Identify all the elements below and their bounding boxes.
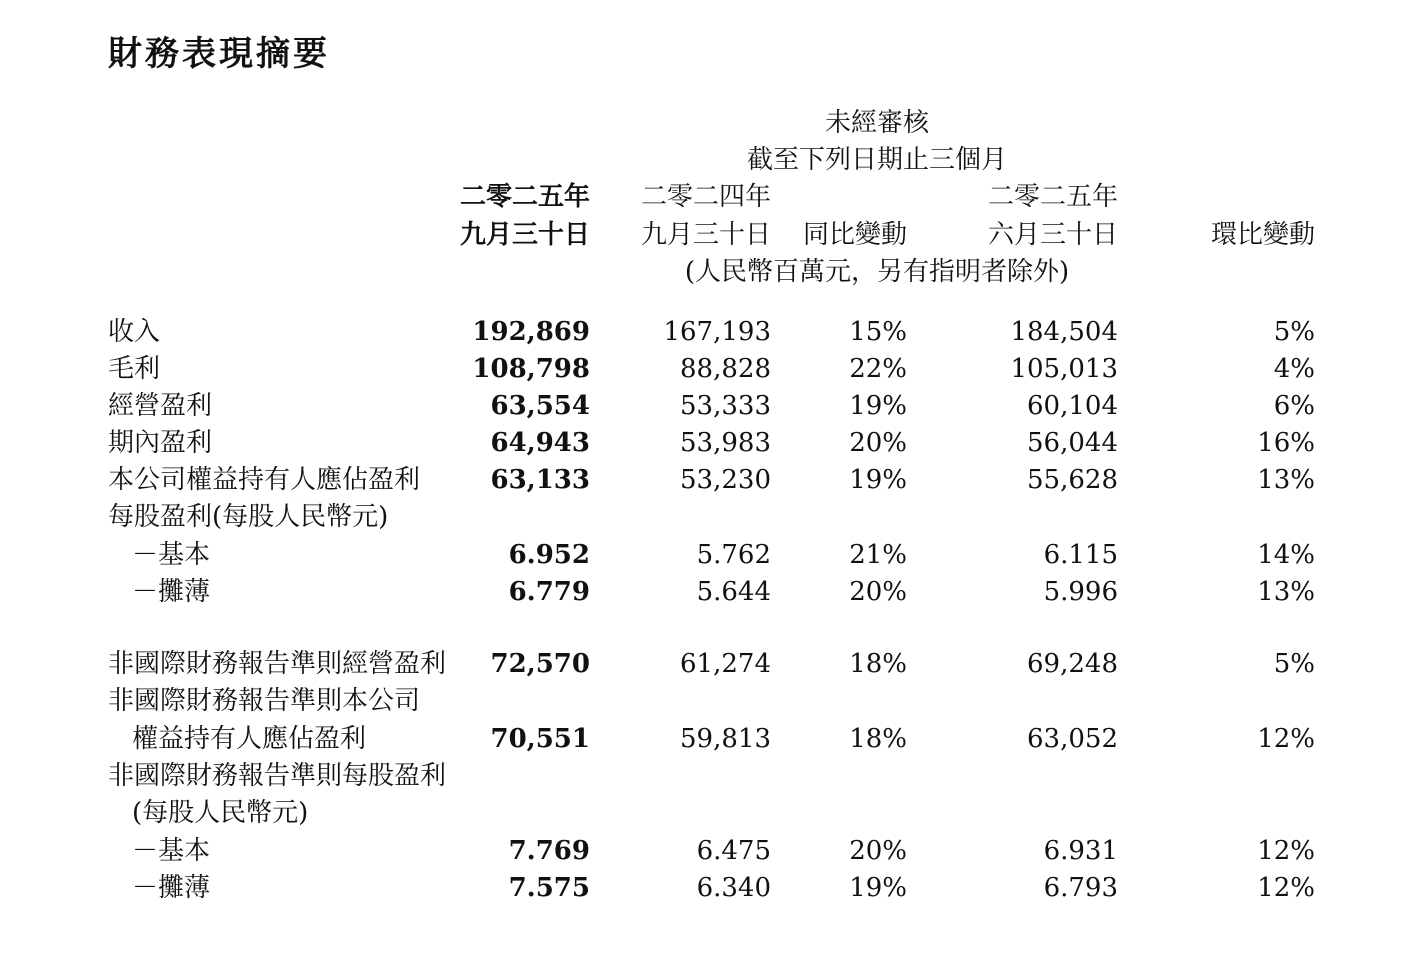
cell-2025q3: 6.779: [508, 577, 590, 607]
cell-qoq: 12%: [1257, 836, 1315, 866]
table-row: [0, 795, 1420, 832]
cell-qoq: 5%: [1273, 649, 1315, 679]
cell-yoy: 15%: [849, 317, 907, 347]
table-row: [0, 537, 1420, 574]
cell-qoq: 14%: [1257, 540, 1315, 570]
cell-2025q2: 69,248: [1027, 649, 1118, 679]
cell-2024q3: 59,813: [680, 724, 771, 754]
cell-qoq: 12%: [1257, 873, 1315, 903]
row-label: －攤薄: [132, 577, 211, 607]
row-label: 非國際財務報告準則本公司: [108, 686, 421, 716]
cell-2025q2: 60,104: [1027, 391, 1118, 421]
cell-yoy: 19%: [849, 873, 907, 903]
cell-2025q3: 6.952: [508, 540, 590, 570]
cell-yoy: 20%: [849, 577, 907, 607]
col2-header-date: 九月三十日: [640, 220, 771, 250]
col2-header-year: 二零二四年: [640, 182, 771, 212]
cell-2024q3: 167,193: [663, 317, 771, 347]
cell-2025q3: 192,869: [472, 317, 590, 347]
row-label: －攤薄: [132, 873, 211, 903]
table-row: [0, 314, 1420, 351]
cell-yoy: 22%: [849, 354, 907, 384]
table-row: [0, 388, 1420, 425]
cell-2025q3: 64,943: [490, 428, 590, 458]
cell-2025q3: 108,798: [472, 354, 590, 384]
cell-2025q2: 56,044: [1027, 428, 1118, 458]
cell-2024q3: 53,983: [680, 428, 771, 458]
table-row: [0, 870, 1420, 907]
cell-yoy: 19%: [849, 391, 907, 421]
header-unaudited: 未經審核: [824, 108, 929, 138]
table-row: [0, 758, 1420, 795]
table-row: [0, 425, 1420, 462]
cell-qoq: 5%: [1273, 317, 1315, 347]
table-row: [0, 462, 1420, 499]
cell-2025q2: 105,013: [1010, 354, 1118, 384]
cell-2025q2: 55,628: [1027, 465, 1118, 495]
col1-header-date: 九月三十日: [459, 220, 590, 250]
table-row: [0, 646, 1420, 683]
header-period: 截至下列日期止三個月: [746, 145, 1007, 175]
col3-header: 同比變動: [802, 220, 907, 250]
col4-header-date: 六月三十日: [987, 220, 1118, 250]
cell-2024q3: 5.644: [696, 577, 771, 607]
row-label: －基本: [132, 540, 211, 570]
col5-header: 環比變動: [1210, 220, 1315, 250]
table-row: [0, 351, 1420, 388]
table-row: [0, 833, 1420, 870]
cell-qoq: 6%: [1273, 391, 1315, 421]
cell-2024q3: 53,333: [680, 391, 771, 421]
cell-qoq: 12%: [1257, 724, 1315, 754]
cell-2025q3: 63,554: [490, 391, 590, 421]
cell-2025q3: 7.769: [508, 836, 590, 866]
row-label: 期內盈利: [108, 428, 213, 458]
row-label: 非國際財務報告準則每股盈利: [108, 761, 447, 791]
cell-2025q3: 72,570: [490, 649, 590, 679]
row-label: －基本: [132, 836, 211, 866]
cell-2024q3: 6.340: [696, 873, 771, 903]
cell-yoy: 19%: [849, 465, 907, 495]
cell-yoy: 21%: [849, 540, 907, 570]
row-label: 經營盈利: [108, 391, 213, 421]
cell-yoy: 18%: [849, 724, 907, 754]
row-label: 本公司權益持有人應佔盈利: [108, 465, 421, 495]
cell-yoy: 20%: [849, 836, 907, 866]
row-label: (每股人民幣元): [132, 798, 309, 828]
cell-qoq: 13%: [1257, 577, 1315, 607]
cell-2025q2: 6.115: [1043, 540, 1118, 570]
cell-qoq: 16%: [1257, 428, 1315, 458]
cell-2025q2: 6.931: [1043, 836, 1118, 866]
cell-2025q3: 70,551: [490, 724, 590, 754]
cell-2024q3: 53,230: [680, 465, 771, 495]
cell-2025q3: 7.575: [508, 873, 590, 903]
row-label: 非國際財務報告準則經營盈利: [108, 649, 447, 679]
cell-qoq: 4%: [1273, 354, 1315, 384]
row-label: 每股盈利(每股人民幣元): [108, 502, 389, 532]
row-label: 收入: [108, 317, 161, 347]
cell-2025q2: 184,504: [1010, 317, 1118, 347]
page-title: 財務表現摘要: [108, 34, 330, 74]
cell-2024q3: 6.475: [696, 836, 771, 866]
table-row: [0, 683, 1420, 720]
cell-2024q3: 5.762: [696, 540, 771, 570]
cell-qoq: 13%: [1257, 465, 1315, 495]
cell-2024q3: 88,828: [680, 354, 771, 384]
cell-2025q3: 63,133: [490, 465, 590, 495]
cell-2025q2: 63,052: [1027, 724, 1118, 754]
col1-header-year: 二零二五年: [459, 182, 590, 212]
table-row: [0, 574, 1420, 611]
cell-2025q2: 5.996: [1043, 577, 1118, 607]
cell-yoy: 20%: [849, 428, 907, 458]
row-label: 權益持有人應佔盈利: [132, 724, 367, 754]
header-unit-note: (人民幣百萬元，另有指明者除外): [684, 257, 1070, 287]
cell-2025q2: 6.793: [1043, 873, 1118, 903]
cell-2024q3: 61,274: [680, 649, 771, 679]
table-row: [0, 499, 1420, 536]
row-label: 毛利: [108, 354, 161, 384]
col4-header-year: 二零二五年: [987, 182, 1118, 212]
table-row: [0, 721, 1420, 758]
cell-yoy: 18%: [849, 649, 907, 679]
